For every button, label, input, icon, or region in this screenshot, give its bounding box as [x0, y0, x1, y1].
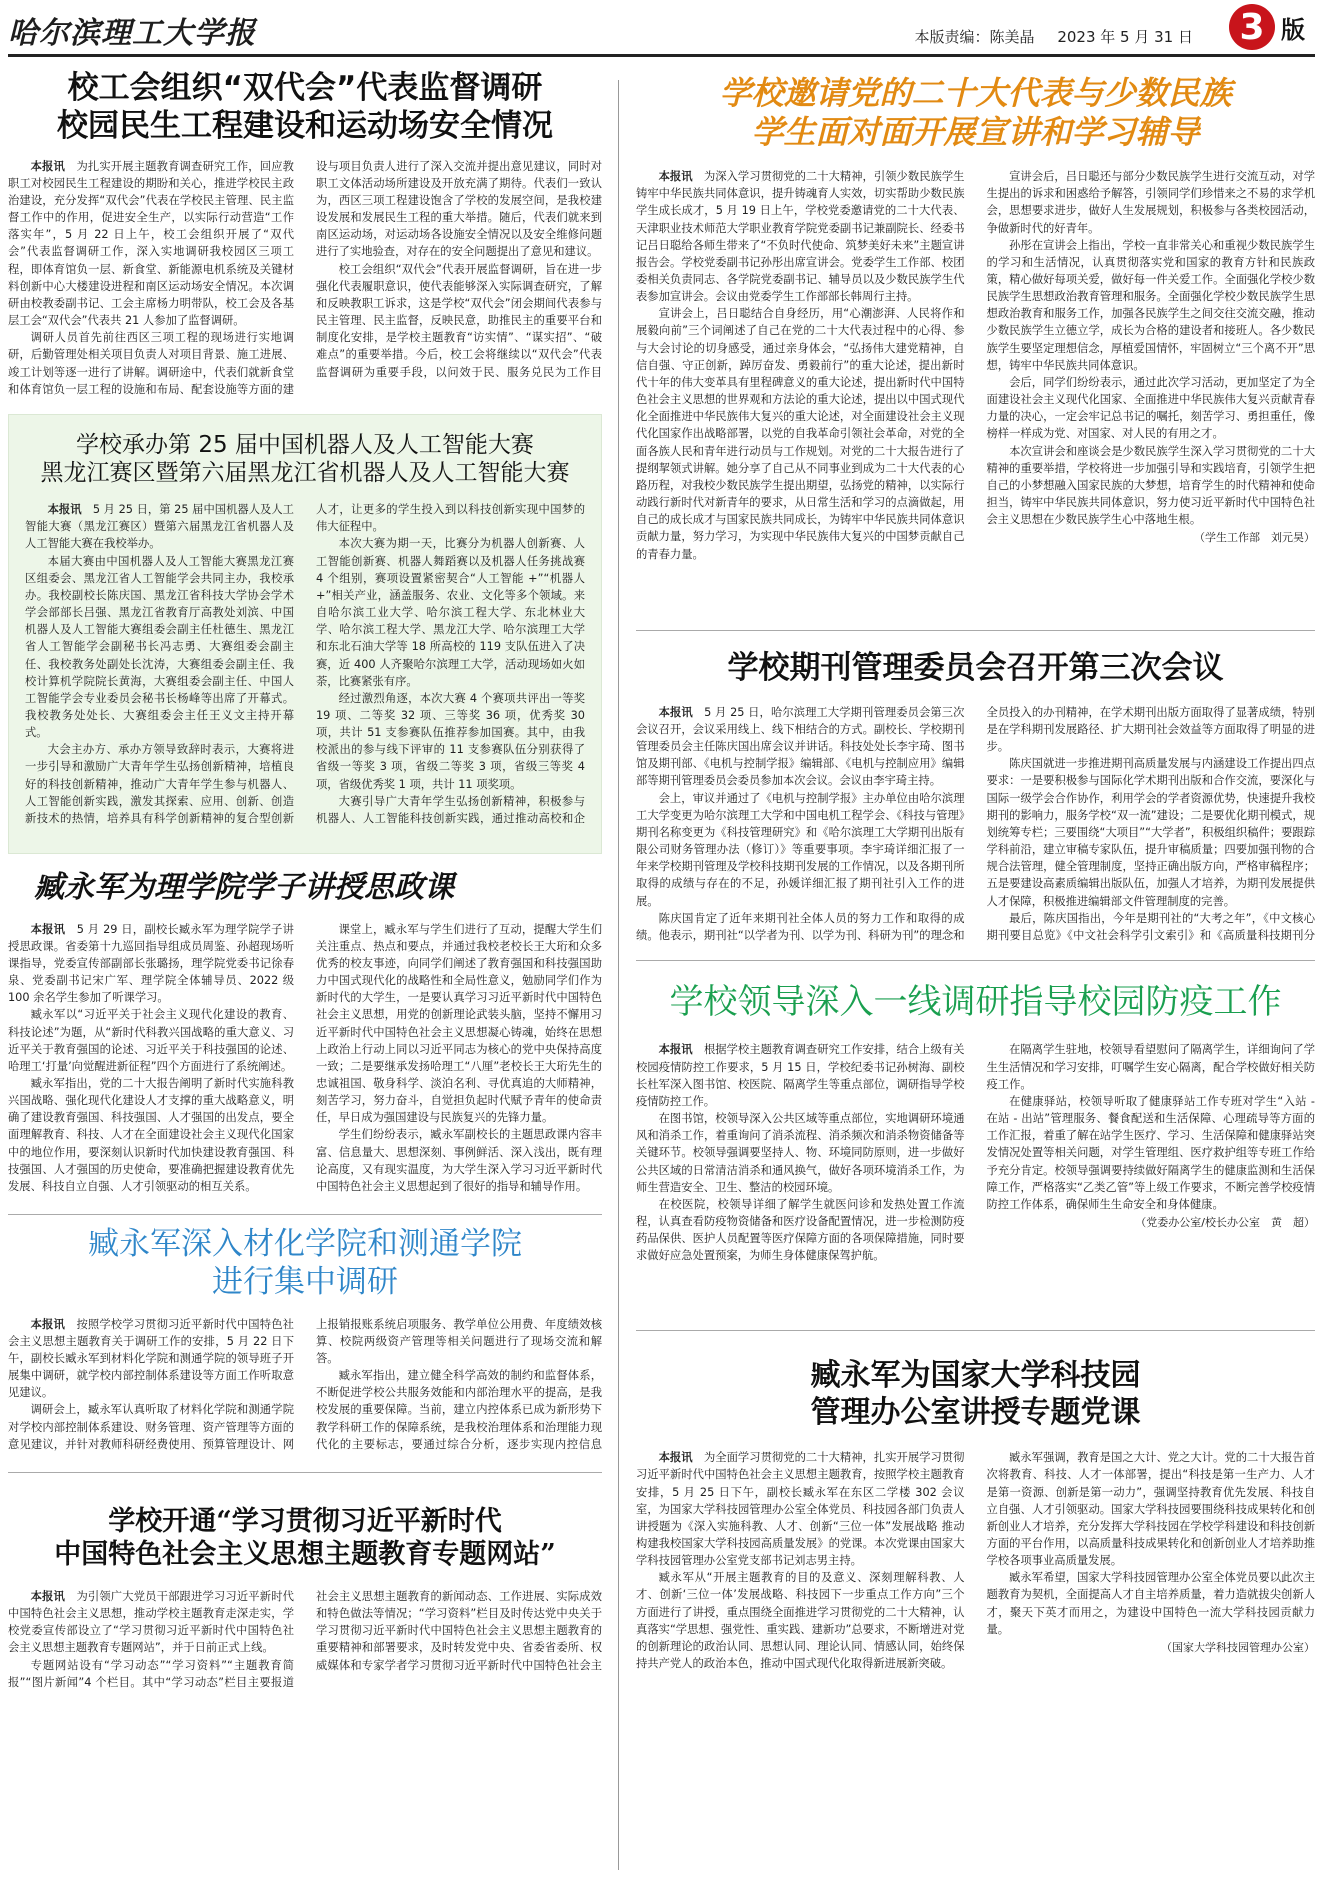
- article-body: 本报讯 按照学校学习贯彻习近平新时代中国特色社会主义思想主题教育关于调研工作的安排，5 月 22 日下午，副校长臧永军到材料化学院和测通学院的领导班子开展集中调研，就学校内部控制体系建设等方面工作听取意见建议。 调研会上，臧永军认真听取了材料化学院和测通学院对学校内部控制体系建设、财务管理、资产管理等方面的意见建议，并针对教师科研经费使用、预算管理设计、网上报销报账系统启项服务、教学单位公用费、年度绩效核算、校院两级资产管理等相关问题进行了现场交流和解答。 臧永军指出，建立健全科学高效的制约和监督体系，不断促进学校公共服务效能和内部治理水平的提高，是我校发展的重要保障。当前，建立内控体系已成为新形势下教学科研工作的保障系统，是我校治理体系和治理能力现代化的主要标志，要通过综合分析，逐步实现内控信息: [8, 1317, 602, 1451]
- article-credit: （党委办公室/校长办公室 黄 超）: [1135, 1216, 1315, 1230]
- article-science-lecture: [8, 862, 602, 1212]
- article-college-survey: [8, 1220, 602, 1470]
- article-divider: [8, 1472, 602, 1473]
- article-body: 本报讯 根据学校主题教育调查研究工作安排，结合上级有关校园疫情防控工作要求，5 月 15 日，学校纪委书记孙树海、副校长杜军深入图书馆、校医院、隔离学生等重点部位，调研指导学校疫情防控工作。 在图书馆，校领导深入公共区域等重点部位，实地调研环境通风和消杀工作，着重询问了消杀流程、消杀频次和消杀物资储备等关键环节。校领导强调要坚持人、物、环境同防原则，进一步做好公共区域的日常清洁消杀和通风换气，做好各项环境消杀工作，为师生营造安全、卫生、整洁的校园环境。 在校医院，校领导详细了解学生就医问诊和发热处置工作流程，认真查看防疫物资储备和医疗设备配置情况，进一步检测防疫药品保供、医护人员配置等医疗保障方面的各项保障措施，同时要求做好应急处置预案，为师生身体健康保驾护航。 在隔离学生驻地，校领导看望慰问了隔离学生，详细询问了学生生活情况和学习安排，叮嘱学生安心隔离，配合学校做好相关防疫工作。 在健康驿站，校领导听取了健康驿站工作专班对学生“入站 - 在站 - 出站”管理服务、餐食配送和生活保障、心理疏导等方面的工作汇报，着重了解在站学生医疗、学习、生活保障和健康驿站突发情况处置等相关问题，对学生管理组、医疗救护组等专班工作给予充分肯定。校领导强调要持续做好隔离学生的健康监测和生活保障工作，严格落实“乙类乙管”等上级工作要求，不断完善学校疫情防控工作体系，确保师生生命安全和身体健康。 （党委办公室/校长办公室 黄 超）: [636, 1043, 1315, 1263]
- article-divider: [636, 630, 1315, 631]
- newspaper-logo: 哈尔滨理工大学报: [8, 16, 256, 51]
- article-headline: 学校开通“学习贯彻习近平新时代 中国特色社会主义思想主题教育专题网站”: [54, 1506, 556, 1570]
- issue-date: 2023 年 5 月 31 日: [1057, 28, 1193, 46]
- article-headline: 学校承办第 25 届中国机器人及人工智能大赛 黑龙江赛区暨第六届黑龙江省机器人及人工智能大赛: [40, 432, 570, 487]
- article-credit: （国家大学科技园管理办公室）: [1161, 1640, 1315, 1654]
- article-body: 本报讯 5 月 25 日，第 25 届中国机器人及人工智能大赛（黑龙江赛区）暨第六届黑龙江省机器人及人工智能大赛在我校举办。 本届大赛由中国机器人及人工智能大赛黑龙江赛区组委会、黑龙江省人工智能学会共同主办，我校承办。我校副校长陈庆国、黑龙江省科技大学协会学术学会部部长吕强、黑龙江省教育厅高教处刘滨、中国机器人及人工智能大赛组委会副主任杜德生、黑龙江省人工智能学会副秘书长冯志勇、大赛组委会副主任、我校教务处副处长沈涛，大赛组委会副主任、我校计算机学院院长黄海，大赛组委会副主任、中国人工智能学会专业委员会秘书长杨峰等出席了开幕式。我校教务处处长、大赛组委会主任王义文主持开幕式。 大会主办方、承办方领导致辞时表示，大赛将进一步引导和激励广大青年学生弘扬创新精神，培植良好的科技创新精神，推动广大青年学生参与机器人、人工智能创新实践，激发其探索、应用、创新、创造新技术的热情，培养具有科学创新精神的复合型创新人才，让更多的学生投入到以科技创新实现中国梦的伟大征程中。 本次大赛为期一天，比赛分为机器人创新赛、人工智能创新赛、机器人舞蹈赛以及机器人任务挑战赛 4 个组别，赛项设置紧密契合“人工智能 +”“机器人 +”相关产业，涵盖服务、农业、文化等多个领域。来自哈尔滨工业大学、哈尔滨工程大学、东北林业大学、哈尔滨工程大学、黑龙江大学、哈尔滨理工大学和东北石油大学等 18 所高校的 119 支队伍进入了决赛，近 400 人齐聚哈尔滨理工大学，活动现场如火如荼，比赛紧张有序。 经过激烈角逐，本次大赛 4 个赛项共评出一等奖 19 项、二等奖 32 项、三等奖 36 项，优秀奖 30 项，共计 51 支参赛队伍推荐参加国赛。其中，由我校派出的参与线下评审的 11 支参赛队伍分别获得了省级一等奖 3 项，省级二等奖 3 项，省级三等奖 4 项，省级优秀奖 1 项，共计 11 项奖项。 大赛引导广大青年学生弘扬创新精神，积极参与机器人、人工智能科技创新实践，通过推动高校和企: [25, 503, 585, 825]
- article-website-launch: [8, 1480, 602, 1884]
- article-divider: [636, 960, 1315, 961]
- article-congress-delegate-lecture: [636, 68, 1315, 628]
- page-editor: 本版责编：陈美晶: [914, 28, 1035, 46]
- article-body: 本报讯 为扎实开展主题教育调查研究工作，回应教职工对校园民生工程建设的期盼和关心，推进学校民主政治建设，充分发挥“双代会”代表在学校民主管理、民主监督工作中的作用，促进安全生产，以实际行动营造“工作落实年”，5 月 22 日上午，校工会组织开展了“双代会”代表监督调研工作，深入实地调研我校园区三项工程，即体育馆负一层、新食堂、新能源电机系统及关键材料创新中心大楼建设进程和南区运动场安全情况。本次调研由校教委副书记、工会主席杨力明带队，校工会及各基层工会“双代会”代表共 21 人参加了监督调研。 调研人员首先前往西区三项工程的现场进行实地调研，后勤管理处相关项目负责人对项目背景、施工进展、竣工计划等逐一进行了讲解。调研途中，代表们就新食堂和体育馆负一层工程的设施和布局、配套设施等方面的建设与项目负责人进行了深入交流并提出意见建议，同时对职工文体活动场所建设及开放充满了期待。代表们一致认为，西区三项工程建设饱含了学校的发展空间，是我校建设发展和发展民生工程的重大举措。随后，代表们就来到南区运动场，对运动场各设施安全情况以及安全维修问题进行了实地验查，对存在的安全问题提出了意见和建议。 校工会组织“双代会”代表开展监督调研，旨在进一步强化代表履职意识，使代表能够深入实际调查研究，了解和反映教职工诉求，这是学校“双代会”闭会期间代表参与民主管理、民主监督，反映民意，助推民主的重要平台和制度化安排，是学校主题教育“访实情”、“谋实招”、“破难点”的重要举措。今后，校工会将继续以“双代会”代表监督调研为重要手段，以问效于民、服务兑民为工作目: [8, 159, 602, 396]
- article-science-park-lecture: [636, 1338, 1315, 1884]
- page-label: 版: [1281, 15, 1305, 44]
- column-separator: [618, 80, 619, 1870]
- article-headline: 学校领导深入一线调研指导校园防疫工作: [669, 982, 1282, 1022]
- left-column: [8, 62, 602, 1884]
- article-divider: [8, 1214, 602, 1215]
- article-headline: 臧永军深入材化学院和测通学院 进行集中调研: [88, 1226, 522, 1300]
- article-headline: 校工会组织“双代会”代表监督调研 校园民生工程建设和运动场安全情况: [57, 70, 553, 144]
- issue-info: [897, 26, 1193, 47]
- page-edition: [1229, 4, 1305, 50]
- right-column: [636, 62, 1315, 1884]
- page-number-badge: 3: [1229, 4, 1275, 50]
- article-robot-contest: [8, 414, 602, 854]
- article-epidemic-prevention: [636, 968, 1315, 1328]
- article-body: 本报讯 5 月 25 日，哈尔滨理工大学期刊管理委员会第三次会议召开，会议采用线上、线下相结合的方式。副校长、学校期刊管理委员会主任陈庆国出席会议并讲话。科技处处长李宇琦、图书馆及期刊部、《电机与控制学报》编辑部、《电机与控制应用》编辑部等期刊管理委员会委员参加本次会议。会议由李宇琦主持。 会上，审议并通过了《电机与控制学报》主办单位由哈尔滨理工大学变更为哈尔滨理工大学和中国电机工程学会、《科技与管理》期刊名称变更为《科技管理研究》和《哈尔滨理工大学期刊出版有限公司财务管理办法（修订）》等重要事项。李宇琦详细汇报了一年来学校期刊管理及学校科技期刊发展的工作情况，以及各期刊所取得的成绩与存在的不足，孙媛详细汇报了期刊社引入工作的进展。 陈庆国肯定了近年来期刊社全体人员的努力工作和取得的成绩。他表示，期刊社“以学者为刊、以学为刊、科研为刊”的理念和全员投入的办刊精神，在学术期刊出版方面取得了显著成绩，特别是在学科期刊发展路径、扩大期刊社会效益等方面取得了明显的进步。 陈庆国就进一步推进期刊高质量发展与内涵建设工作提出四点要求：一是要积极参与国际化学术期刊出版和合作交流，要深化与国际一级学会合作协作，利用学会的学者资源优势，快速提升我校期刊的影响力，服务学校“双一流”建设；二是要优化期刊模式，规划统筹专栏；三要围绕“大项目”“大学者”，积极组织稿件；要跟踪学科前沿，建立审稿专家队伍，提升审稿质量；四要加强刊物的合规合法管理，健全管理制度，坚持正确出版方向，严格审稿程序；五是要建设高素质编辑出版队伍，加强人才培养，为期刊发展提供人才保障，积极推进编辑部文件管理制度的完善。 最后，陈庆国指出，今年是期刊社的“大考之年”，《中文核心期刊要目总览》《中文社会科学引文索引》和《高质量科技期刊分: [636, 705, 1315, 942]
- article-headline: 臧永军为国家大学科技园 管理办公室讲授专题党课: [810, 1358, 1141, 1430]
- article-body: 本报讯 5 月 29 日，副校长臧永军为理学院学子讲授思政课。省委第十九巡回指导组成员周鉴、孙超现场听课指导，党委宣传部副部长张璐扬，理学院党委书记徐春泉、党委副书记宋广军、理学院全体辅导员、2022 级 100 余名学生参加了听课学习。 臧永军以“习近平关于社会主义现代化建设的教育、科技论述”为题，从“新时代科教兴国战略的重大意义、习近平关于教育强国的论述、习近平关于科技强国的论述、哈理工‘打量’向觉醒进新征程”四个方面进行了系统阐述。 臧永军指出，党的二十大报告阐明了新时代实施科教兴国战略、强化现代化建设人才支撑的重大战略意义，明确了建设教育强国、科技强国、人才强国的出发点，要全面理解教育、科技、人才在全面建设社会主义现代化国家中的地位作用，要深刻认识新时代加快建设教育强国、科技强国、人才强国的历史使命，要准确把握建设教育优先发展、科技自立自强、人才引领驱动的相互关系。 课堂上，臧永军与学生们进行了互动，提醒大学生们关注重点、热点和要点，并通过我校老校长王大珩和众多优秀的校友事迹，向同学们阐述了教育强国和科技强国助力中国式现代化的战略性和全局性意义，勉励同学们作为新时代的大学生，一是要认真学习习近平新时代中国特色社会主义思想，用党的创新理论武装头脑，坚持不懈用习近平新时代中国特色社会主义思想凝心铸魂，始终在思想上政治上行动上同以习近平同志为核心的党中央保持高度一致；二是要继承发扬哈理工“八厘”老校长王大珩先生的忠诚祖国、敬身科学、淡泊名利、寻优真追的大师精神，刻苦学习，努力奋斗，自觉担负起时代赋予青年的使命责任，早日成为强国建设与民族复兴的先锋力量。 学生们纷纷表示，臧永军副校长的主题思政课内容丰富、信息量大、思想深刻、事例鲜活、深入浅出，既有理论高度，又有现实温度，为大学生深入学习习近平新时代中国特色社会主义思想起到了很好的指导和辅导作用。: [8, 922, 602, 1193]
- article-body: 本报讯 为全面学习贯彻党的二十大精神，扎实开展学习贯彻习近平新时代中国特色社会主义思想主题教育，按照学校主题教育安排，5 月 25 日下午，副校长臧永军在东区二学楼 302 会议室，为国家大学科技园管理办公室全体党员、科技园各部门负责人讲授题为《深入实施科教、人才、创新“三位一体”发展战略 推动构建我校国家大学科技园高质量发展》的党课。本次党课由国家大学科技园管理办公室党支部书记刘志男主持。 臧永军从“开展主题教育的目的及意义、深刻理解科教、人才、创新‘三位一体’发展战略、科技园下一步重点工作方向”三个方面进行了讲授，重点围绕全面推进学习贯彻党的二十大精神，认真落实“学思想、强党性、重实践、建新功”总要求，不断增进对党的创新理论的政治认同、思想认同、理论认同、情感认同，始终保持共产党人的政治本色，推动中国式现代化取得新进展新突破。 臧永军强调，教育是国之大计、党之大计。党的二十大报告首次将教育、科技、人才一体部署，提出“科技是第一生产力、人才是第一资源、创新是第一动力”，强调坚持教育优先发展、科技自立自强、人才引领驱动。国家大学科技园要围绕科技成果转化和创新创业人才培养，充分发挥大学科技园在学校学科建设和科技创新方面的平台作用，以高质量科技成果转化和创新创业人才培养助推学校各项事业高质量发展。 臧永军希望，国家大学科技园管理办公室全体党员要以此次主题教育为契机，全面提高人才自主培养质量，着力造就拔尖创新人才，聚天下英才而用之，为建设中国特色一流大学科技园贡献力量。 （国家大学科技园管理办公室）: [636, 1451, 1315, 1671]
- article-union-survey: [8, 70, 602, 410]
- article-headline: 臧永军为理学院学子讲授思政课: [34, 870, 454, 905]
- article-body: 本报讯 为引领广大党员干部跟进学习习近平新时代中国特色社会主义思想，推动学校主题教育走深走实，学校党委宣传部设立了“学习贯彻习近平新时代中国特色社会主义思想主题教育专题网站”，并于日前正式上线。 专题网站设有“学习动态”“学习资料”“主题教育简报”“图片新闻”4 个栏目。其中“学习动态”栏目主要报道社会主义思想主题教育的新闻动态、工作进展、实际成效和特色做法等情况；“学习资料”栏目及时传达党中央关于学习贯彻习近平新时代中国特色社会主义思想主题教育的重要精神和部署要求，及时转发党中央、省委省委所、权威媒体和专家学者学习贯彻习近平新时代中国特色社会主: [8, 1589, 602, 1689]
- masthead-rule: [8, 54, 1315, 57]
- article-headline: 学校邀请党的二十大代表与少数民族 学生面对面开展宣讲和学习辅导: [719, 74, 1232, 152]
- article-journal-committee: [636, 636, 1315, 956]
- article-divider: [636, 1330, 1315, 1331]
- article-body: 本报讯 为深入学习贯彻党的二十大精神，引领少数民族学生铸牢中华民族共同体意识，提升铸魂育人实效，切实帮助少数民族学生成长成才，5 月 19 日上午，学校党委邀请党的二十大代表、天津职业技术师范大学职业教育学院党委副书记兼副院长、经委书记吕日聪给各师生带来了“不负时代使命、筑梦美好未来”主题宣讲报告会。学校党委副书记孙彤出席宣讲会。党委学生工作部、校团委相关负责同志、各学院党委副书记、辅导员以及少数民族学生代表参加宣讲会。会议由党委学生工作部部长韩周行主持。 宣讲会上，吕日聪结合自身经历，用“心潮澎湃、人民将作和展毅向前”三个词阐述了自己在党的二十大代表过程中的心得、参与大会讨论的切身感受，通过亲身体会，“弘扬伟大建党精神，自信自强、守正创新，踔厉奋发、勇毅前行”的重大论述，提出新时代十年的伟大变革具有里程碑意义的重大论述，提出新时代中国特色社会主义思想的世界观和方法论的重大论述，提出以中国式现代化全面推进中华民族伟大复兴的重大论述，对全面建设社会主义现代化国家作出战略部署，以党的自我革命引领社会革命，对党的全面各族人民和青年进行动员与工作规划。对党的二十大报告进行了提纲挈领式讲解。她分享了自己从不同事业到成为二十大代表的心路历程，对我校少数民族学生提出期望，弘扬党的精神，以实际行动践行新时代对新青年的要求，从日常生活和学习的点滴做起，用自己的成长成才与国家民族共同成长，为铸牢中华民族共同体意识贡献力量，努力学习，为实现中华民族伟大复兴的中国梦贡献自己的青春力量。 宣讲会后，吕日聪还与部分少数民族学生进行交流互动，对学生提出的诉求和困惑给予解答，引领同学们珍惜来之不易的求学机会，思想要求进步，做好人生发展规划，积极参与各类校园活动，争做新时代的好青年。 孙彤在宣讲会上指出，学校一直非常关心和重视少数民族学生的学习和生活情况，认真贯彻落实党和国家的教育方针和民族政策，精心做好每项关爱，做好每一件关爱工作。全面强化学校少数民族学生思想政治教育管理和服务。全面强化学校少数民族学生思想政治教育和服务工作，加强各民族学生之间交往交流交融，推动少数民族学生立德立学，成长为合格的建设者和接班人。各少数民族学生要坚定理想信念，厚植爱国情怀，牢固树立“三个离不开”思想，铸牢中华民族共同体意识。 会后，同学们纷纷表示，通过此次学习活动，更加坚定了为全面建设社会主义现代化国家、全面推进中华民族伟大复兴贡献青春力量的决心，一定会牢记总书记的嘱托，刻苦学习、勇担重任，像榜样一样成为党、对国家、对人民的有用之才。 本次宣讲会和座谈会是少数民族学生深入学习贯彻党的二十大精神的重要举措，学校将进一步加强引导和实践培育，引领学生把自己的小梦想融入国家民族的大梦想，培育学生的时代精神和使命担当，铸牢中华民族共同体意识，努力使习近平新时代中国特色社会主义思想在少数民族学生心中落地生根。 （学生工作部 刘元昊）: [636, 170, 1315, 561]
- masthead: [0, 0, 1323, 58]
- article-credit: （学生工作部 刘元昊）: [1194, 531, 1315, 545]
- article-headline: 学校期刊管理委员会召开第三次会议: [727, 650, 1224, 686]
